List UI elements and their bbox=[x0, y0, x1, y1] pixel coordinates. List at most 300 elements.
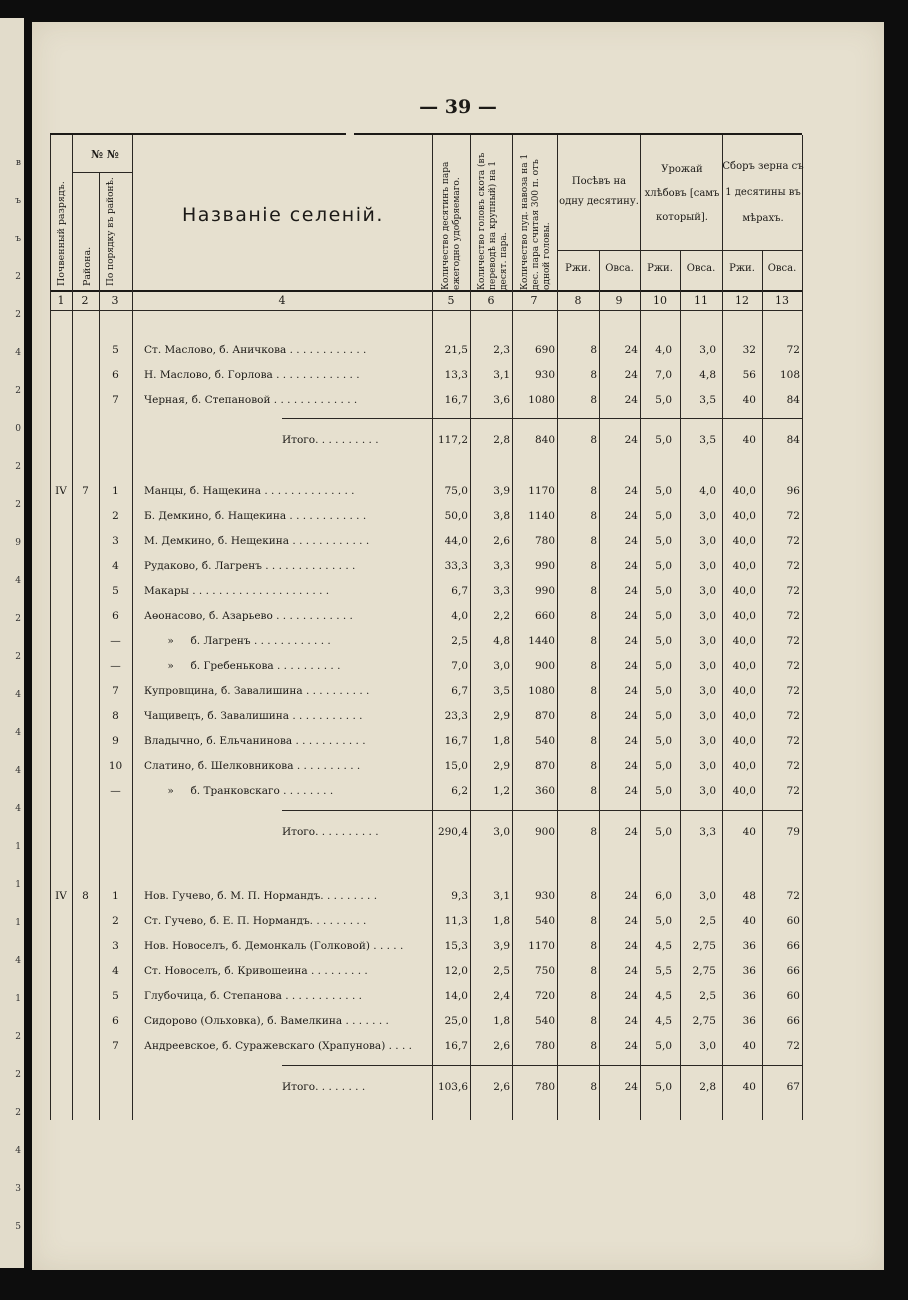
value-cell-c10: 5,0 bbox=[655, 685, 672, 697]
value-cell-c13: 67 bbox=[786, 1081, 800, 1093]
table-row bbox=[32, 781, 884, 803]
value-cell-c9: 24 bbox=[624, 1015, 638, 1027]
value-cell-c13: 72 bbox=[786, 890, 800, 902]
value-cell-c13: 84 bbox=[786, 394, 800, 406]
value-cell-c10: 5,0 bbox=[655, 760, 672, 772]
settlement-name: М. Демкино, б. Нещекина . . . . . . . . . . . . bbox=[144, 535, 370, 547]
value-cell-c13: 72 bbox=[786, 1040, 800, 1052]
table-row bbox=[32, 731, 884, 753]
order-cell: 6 bbox=[112, 610, 119, 622]
value-cell-c11: 3,0 bbox=[699, 785, 716, 797]
value-cell-c12: 32 bbox=[742, 344, 756, 356]
value-cell-c10: 5,0 bbox=[655, 710, 672, 722]
value-cell-c12: 40 bbox=[742, 826, 756, 838]
value-cell-c10: 6,0 bbox=[655, 890, 672, 902]
value-cell-c13: 72 bbox=[786, 610, 800, 622]
value-cell-c10: 5,0 bbox=[655, 585, 672, 597]
settlement-name: Аөонасово, б. Азарьево . . . . . . . . . . . . bbox=[144, 610, 353, 622]
col5-header: Количество десятинъ пара ежегодно удобряемаго. bbox=[441, 161, 462, 290]
value-cell-c6: 2,6 bbox=[493, 1040, 510, 1052]
value-cell-c6: 3,6 bbox=[493, 394, 510, 406]
total-row bbox=[32, 1077, 884, 1099]
value-cell-c9: 24 bbox=[624, 535, 638, 547]
order-cell: 5 bbox=[112, 990, 119, 1002]
value-cell-c11: 2,75 bbox=[692, 940, 716, 952]
value-cell-c8: 8 bbox=[590, 369, 597, 381]
value-cell-c5: 6,7 bbox=[451, 685, 468, 697]
previous-page-mark: 4 bbox=[15, 804, 21, 814]
numbers-subline bbox=[72, 172, 132, 173]
value-cell-c9: 24 bbox=[624, 394, 638, 406]
settlement-name: Манцы, б. Нащекина . . . . . . . . . . . . . . bbox=[144, 485, 355, 497]
column-number: 9 bbox=[615, 294, 623, 307]
previous-page-mark: 4 bbox=[15, 956, 21, 966]
table-row bbox=[32, 936, 884, 958]
order-cell: 8 bbox=[112, 710, 119, 722]
value-cell-c8: 8 bbox=[590, 965, 597, 977]
value-cell-c10: 5,0 bbox=[655, 915, 672, 927]
order-cell: 5 bbox=[112, 344, 119, 356]
value-cell-c5: 14,0 bbox=[444, 990, 468, 1002]
order-cell: 6 bbox=[112, 369, 119, 381]
value-cell-c11: 3,5 bbox=[699, 394, 716, 406]
value-cell-c7: 990 bbox=[534, 585, 555, 597]
column-number: 2 bbox=[81, 294, 89, 307]
settlement-name: Ст. Новоселъ, б. Кривошеина . . . . . . . . . bbox=[144, 965, 368, 977]
value-cell-c7: 540 bbox=[534, 915, 555, 927]
value-cell-c12: 40,0 bbox=[732, 610, 756, 622]
value-cell-c5: 7,0 bbox=[451, 660, 468, 672]
soil-cell: IV bbox=[55, 890, 67, 902]
value-cell-c5: 21,5 bbox=[444, 344, 468, 356]
table-row bbox=[32, 581, 884, 603]
district-cell: 8 bbox=[82, 890, 89, 902]
value-cell-c10: 5,0 bbox=[655, 1081, 672, 1093]
value-cell-c11: 3,0 bbox=[699, 585, 716, 597]
column-number: 13 bbox=[775, 294, 789, 307]
colnum-bottom-rule bbox=[50, 310, 802, 311]
settlement-name: Нов. Новоселъ, б. Демонкаль (Голковой) . . . . . bbox=[144, 940, 404, 952]
value-cell-c5: 33,3 bbox=[444, 560, 468, 572]
settlement-name: Черная, б. Степановой . . . . . . . . . . . . . bbox=[144, 394, 358, 406]
table-row bbox=[32, 390, 884, 412]
value-cell-c12: 36 bbox=[742, 990, 756, 1002]
total-rule bbox=[282, 1065, 802, 1066]
value-cell-c11: 3,0 bbox=[699, 510, 716, 522]
value-cell-c13: 72 bbox=[786, 710, 800, 722]
value-cell-c12: 36 bbox=[742, 1015, 756, 1027]
value-cell-c13: 72 bbox=[786, 660, 800, 672]
order-cell: 6 bbox=[112, 1015, 119, 1027]
value-cell-c7: 840 bbox=[534, 434, 555, 446]
value-cell-c11: 3,0 bbox=[699, 890, 716, 902]
value-cell-c5: 75,0 bbox=[444, 485, 468, 497]
value-cell-c10: 5,0 bbox=[655, 610, 672, 622]
value-cell-c13: 72 bbox=[786, 635, 800, 647]
value-cell-c6: 3,1 bbox=[493, 890, 510, 902]
value-cell-c12: 40,0 bbox=[732, 760, 756, 772]
value-cell-c8: 8 bbox=[590, 560, 597, 572]
value-cell-c11: 3,3 bbox=[699, 826, 716, 838]
settlement-name: Купровщина, б. Завалишина . . . . . . . . . . bbox=[144, 685, 370, 697]
column-number: 6 bbox=[487, 294, 495, 307]
value-cell-c6: 1,2 bbox=[493, 785, 510, 797]
value-cell-c8: 8 bbox=[590, 434, 597, 446]
value-cell-c8: 8 bbox=[590, 710, 597, 722]
column-number: 11 bbox=[694, 294, 708, 307]
previous-page-mark: 2 bbox=[15, 500, 21, 510]
value-cell-c10: 7,0 bbox=[655, 369, 672, 381]
value-cell-c9: 24 bbox=[624, 485, 638, 497]
previous-page-mark: 3 bbox=[15, 1184, 21, 1194]
value-cell-c6: 3,5 bbox=[493, 685, 510, 697]
table-row bbox=[32, 1011, 884, 1033]
settlement-name: Нов. Гучево, б. М. П. Нормандъ. . . . . . . . . bbox=[144, 890, 378, 902]
value-cell-c6: 1,8 bbox=[493, 915, 510, 927]
value-cell-c10: 5,0 bbox=[655, 535, 672, 547]
value-cell-c9: 24 bbox=[624, 785, 638, 797]
value-cell-c7: 750 bbox=[534, 965, 555, 977]
table-row bbox=[32, 706, 884, 728]
value-cell-c12: 40 bbox=[742, 915, 756, 927]
value-cell-c5: 16,7 bbox=[444, 735, 468, 747]
value-cell-c13: 72 bbox=[786, 685, 800, 697]
value-cell-c8: 8 bbox=[590, 685, 597, 697]
column-number: 12 bbox=[735, 294, 749, 307]
value-cell-c10: 4,5 bbox=[655, 940, 672, 952]
column-number: 8 bbox=[574, 294, 582, 307]
harvest-rye-header: Ржи. bbox=[647, 263, 673, 274]
total-row bbox=[32, 430, 884, 452]
document-page bbox=[32, 22, 884, 1270]
value-cell-c9: 24 bbox=[624, 990, 638, 1002]
previous-page-mark: ъ bbox=[15, 234, 21, 244]
name-header: Названіе селеній. bbox=[182, 204, 384, 226]
value-cell-c9: 24 bbox=[624, 1081, 638, 1093]
value-cell-c11: 3,5 bbox=[699, 434, 716, 446]
value-cell-c11: 3,0 bbox=[699, 660, 716, 672]
previous-page-mark: 4 bbox=[15, 766, 21, 776]
value-cell-c7: 780 bbox=[534, 535, 555, 547]
value-cell-c8: 8 bbox=[590, 660, 597, 672]
value-cell-c12: 40,0 bbox=[732, 785, 756, 797]
previous-page-mark: 2 bbox=[15, 1070, 21, 1080]
value-cell-c12: 40,0 bbox=[732, 560, 756, 572]
table-row bbox=[32, 531, 884, 553]
value-cell-c8: 8 bbox=[590, 785, 597, 797]
value-cell-c7: 930 bbox=[534, 369, 555, 381]
settlement-name: Слатино, б. Шелковникова . . . . . . . . . . bbox=[144, 760, 361, 772]
value-cell-c6: 3,1 bbox=[493, 369, 510, 381]
value-cell-c10: 5,0 bbox=[655, 394, 672, 406]
column-number: 4 bbox=[278, 294, 286, 307]
sowing-rye-header: Ржи. bbox=[565, 263, 591, 274]
value-cell-c5: 6,7 bbox=[451, 585, 468, 597]
value-cell-c9: 24 bbox=[624, 610, 638, 622]
previous-page-mark: 1 bbox=[15, 918, 21, 928]
value-cell-c11: 3,0 bbox=[699, 1040, 716, 1052]
total-label: Итого. . . . . . . . . . bbox=[282, 434, 379, 446]
column-number: 5 bbox=[447, 294, 455, 307]
previous-page-mark: в bbox=[15, 158, 21, 168]
settlement-name: Б. Демкино, б. Нащекина . . . . . . . . . . . . bbox=[144, 510, 367, 522]
column-number: 7 bbox=[530, 294, 538, 307]
value-cell-c13: 72 bbox=[786, 760, 800, 772]
value-cell-c13: 72 bbox=[786, 585, 800, 597]
top-rule-right bbox=[354, 133, 802, 135]
order-cell: 4 bbox=[112, 965, 119, 977]
value-cell-c12: 40,0 bbox=[732, 685, 756, 697]
value-cell-c10: 5,0 bbox=[655, 826, 672, 838]
harvest-header: Урожай хлѣбовъ [самъ который]. bbox=[644, 164, 720, 223]
value-cell-c6: 3,3 bbox=[493, 585, 510, 597]
value-cell-c13: 108 bbox=[779, 369, 800, 381]
table-row bbox=[32, 506, 884, 528]
table-row bbox=[32, 1036, 884, 1058]
value-cell-c12: 40 bbox=[742, 1040, 756, 1052]
value-cell-c10: 5,0 bbox=[655, 1040, 672, 1052]
value-cell-c6: 3,0 bbox=[493, 660, 510, 672]
value-cell-c8: 8 bbox=[590, 890, 597, 902]
sowing-oats-header: Овса. bbox=[605, 263, 634, 274]
table-row bbox=[32, 911, 884, 933]
value-cell-c8: 8 bbox=[590, 990, 597, 1002]
value-cell-c5: 103,6 bbox=[437, 1081, 468, 1093]
value-cell-c9: 24 bbox=[624, 510, 638, 522]
previous-page-mark: 4 bbox=[15, 690, 21, 700]
value-cell-c13: 60 bbox=[786, 915, 800, 927]
settlement-name: Рудаково, б. Лагренъ . . . . . . . . . . . . . . bbox=[144, 560, 356, 572]
value-cell-c12: 40,0 bbox=[732, 535, 756, 547]
value-cell-c8: 8 bbox=[590, 735, 597, 747]
value-cell-c11: 2,75 bbox=[692, 1015, 716, 1027]
table-row bbox=[32, 986, 884, 1008]
value-cell-c5: 15,0 bbox=[444, 760, 468, 772]
previous-page-mark: 2 bbox=[15, 272, 21, 282]
order-cell: 10 bbox=[108, 760, 123, 772]
previous-page-mark: 2 bbox=[15, 386, 21, 396]
settlement-name: Андреевское, б. Суражевскаго (Храпунова) . . . . bbox=[144, 1040, 412, 1052]
previous-page-marks bbox=[0, 18, 24, 1268]
district-cell: 7 bbox=[82, 485, 89, 497]
value-cell-c13: 66 bbox=[786, 1015, 800, 1027]
previous-page-mark: 2 bbox=[15, 652, 21, 662]
value-cell-c9: 24 bbox=[624, 940, 638, 952]
value-cell-c8: 8 bbox=[590, 940, 597, 952]
value-cell-c6: 4,8 bbox=[493, 635, 510, 647]
value-cell-c9: 24 bbox=[624, 585, 638, 597]
order-cell: 4 bbox=[112, 560, 119, 572]
value-cell-c11: 3,0 bbox=[699, 735, 716, 747]
yield-oats-header: Овса. bbox=[767, 263, 797, 274]
order-cell: 7 bbox=[112, 1040, 119, 1052]
value-cell-c12: 40,0 bbox=[732, 660, 756, 672]
value-cell-c6: 2,9 bbox=[493, 760, 510, 772]
order-cell: 7 bbox=[112, 394, 119, 406]
order-cell: 3 bbox=[112, 535, 119, 547]
value-cell-c6: 2,5 bbox=[493, 965, 510, 977]
value-cell-c6: 2,6 bbox=[493, 535, 510, 547]
value-cell-c11: 2,8 bbox=[699, 1081, 716, 1093]
table-row bbox=[32, 631, 884, 653]
previous-page-edge bbox=[0, 18, 24, 1268]
value-cell-c10: 4,0 bbox=[655, 344, 672, 356]
value-cell-c5: 16,7 bbox=[444, 394, 468, 406]
value-cell-c9: 24 bbox=[624, 735, 638, 747]
district-header: Района. bbox=[82, 246, 93, 286]
order-cell: 3 bbox=[112, 940, 119, 952]
value-cell-c11: 3,0 bbox=[699, 610, 716, 622]
value-cell-c7: 780 bbox=[534, 1040, 555, 1052]
value-cell-c10: 5,0 bbox=[655, 735, 672, 747]
value-cell-c7: 900 bbox=[534, 826, 555, 838]
value-cell-c7: 780 bbox=[534, 1081, 555, 1093]
value-cell-c11: 3,0 bbox=[699, 760, 716, 772]
col6-header: Количество головъ скота (въ переводѣ на крупный) на 1 десят. пара. bbox=[477, 152, 509, 290]
table-row bbox=[32, 756, 884, 778]
yield-rye-header: Ржи. bbox=[729, 263, 755, 274]
value-cell-c11: 2,5 bbox=[699, 915, 716, 927]
value-cell-c5: 25,0 bbox=[444, 1015, 468, 1027]
value-cell-c6: 3,0 bbox=[493, 826, 510, 838]
order-cell: 1 bbox=[112, 485, 119, 497]
order-cell: — bbox=[110, 785, 121, 797]
value-cell-c13: 72 bbox=[786, 560, 800, 572]
previous-page-mark: 1 bbox=[15, 880, 21, 890]
value-cell-c7: 1140 bbox=[528, 510, 555, 522]
page-number: — 39 — bbox=[419, 96, 497, 118]
value-cell-c10: 5,0 bbox=[655, 434, 672, 446]
header-bottom-rule bbox=[50, 290, 802, 292]
previous-page-mark: 4 bbox=[15, 348, 21, 358]
value-cell-c5: 50,0 bbox=[444, 510, 468, 522]
value-cell-c5: 23,3 bbox=[444, 710, 468, 722]
value-cell-c5: 290,4 bbox=[437, 826, 468, 838]
value-cell-c12: 48 bbox=[742, 890, 756, 902]
table-row bbox=[32, 481, 884, 503]
value-cell-c8: 8 bbox=[590, 394, 597, 406]
value-cell-c11: 3,0 bbox=[699, 535, 716, 547]
value-cell-c7: 360 bbox=[534, 785, 555, 797]
value-cell-c13: 72 bbox=[786, 344, 800, 356]
column-number: 3 bbox=[111, 294, 119, 307]
value-cell-c6: 3,9 bbox=[493, 940, 510, 952]
value-cell-c5: 6,2 bbox=[451, 785, 468, 797]
value-cell-c13: 79 bbox=[786, 826, 800, 838]
total-rule bbox=[282, 810, 802, 811]
settlement-name: Глубочица, б. Степанова . . . . . . . . . . . . bbox=[144, 990, 362, 1002]
value-cell-c12: 40,0 bbox=[732, 510, 756, 522]
previous-page-mark: 4 bbox=[15, 1146, 21, 1156]
value-cell-c10: 5,0 bbox=[655, 485, 672, 497]
previous-page-mark: 2 bbox=[15, 462, 21, 472]
value-cell-c9: 24 bbox=[624, 826, 638, 838]
value-cell-c5: 15,3 bbox=[444, 940, 468, 952]
value-cell-c9: 24 bbox=[624, 344, 638, 356]
value-cell-c8: 8 bbox=[590, 485, 597, 497]
value-cell-c10: 5,0 bbox=[655, 785, 672, 797]
previous-page-mark: 0 bbox=[15, 424, 21, 434]
value-cell-c10: 5,0 bbox=[655, 510, 672, 522]
harvest-oats-header: Овса. bbox=[686, 263, 716, 274]
value-cell-c11: 2,5 bbox=[699, 990, 716, 1002]
value-cell-c12: 40,0 bbox=[732, 485, 756, 497]
value-cell-c6: 1,8 bbox=[493, 735, 510, 747]
value-cell-c12: 36 bbox=[742, 965, 756, 977]
value-cell-c7: 720 bbox=[534, 990, 555, 1002]
table-row bbox=[32, 556, 884, 578]
settlement-name: Ст. Маслово, б. Аничкова . . . . . . . . . . . . bbox=[144, 344, 367, 356]
previous-page-mark: ъ bbox=[15, 196, 21, 206]
previous-page-mark: 1 bbox=[15, 994, 21, 1004]
sowing-header: Посѣвъ на одну десятину. bbox=[559, 176, 639, 207]
value-cell-c11: 3,0 bbox=[699, 344, 716, 356]
value-cell-c8: 8 bbox=[590, 535, 597, 547]
value-cell-c8: 8 bbox=[590, 1081, 597, 1093]
value-cell-c9: 24 bbox=[624, 369, 638, 381]
value-cell-c7: 870 bbox=[534, 710, 555, 722]
settlement-name: Н. Маслово, б. Горлова . . . . . . . . . . . . . bbox=[144, 369, 360, 381]
soil-cell: IV bbox=[55, 485, 67, 497]
total-rule bbox=[282, 418, 802, 419]
value-cell-c13: 72 bbox=[786, 785, 800, 797]
order-cell: — bbox=[110, 660, 121, 672]
value-cell-c13: 72 bbox=[786, 510, 800, 522]
value-cell-c13: 96 bbox=[786, 485, 800, 497]
value-cell-c13: 72 bbox=[786, 535, 800, 547]
value-cell-c7: 1440 bbox=[528, 635, 555, 647]
value-cell-c12: 56 bbox=[742, 369, 756, 381]
value-cell-c12: 40 bbox=[742, 394, 756, 406]
value-cell-c13: 72 bbox=[786, 735, 800, 747]
order-cell: 5 bbox=[112, 585, 119, 597]
value-cell-c11: 2,75 bbox=[692, 965, 716, 977]
settlement-name: Владычно, б. Ельчанинова . . . . . . . . . . . bbox=[144, 735, 366, 747]
previous-page-mark: 2 bbox=[15, 310, 21, 320]
soil-header: Почвенный разрядъ. bbox=[56, 181, 67, 286]
order-header: По порядку въ районѣ. bbox=[106, 177, 116, 286]
total-row bbox=[32, 822, 884, 844]
value-cell-c8: 8 bbox=[590, 344, 597, 356]
value-cell-c6: 2,3 bbox=[493, 344, 510, 356]
value-cell-c5: 11,3 bbox=[444, 915, 468, 927]
value-cell-c9: 24 bbox=[624, 434, 638, 446]
value-cell-c11: 3,0 bbox=[699, 635, 716, 647]
total-label: Итого. . . . . . . . . . bbox=[282, 826, 379, 838]
value-cell-c5: 44,0 bbox=[444, 535, 468, 547]
value-cell-c10: 5,0 bbox=[655, 660, 672, 672]
previous-page-mark: 5 bbox=[15, 1222, 21, 1232]
value-cell-c9: 24 bbox=[624, 890, 638, 902]
value-cell-c8: 8 bbox=[590, 1040, 597, 1052]
value-cell-c7: 1080 bbox=[528, 685, 555, 697]
value-cell-c7: 660 bbox=[534, 610, 555, 622]
order-cell: 1 bbox=[112, 890, 119, 902]
value-cell-c9: 24 bbox=[624, 660, 638, 672]
table-row bbox=[32, 886, 884, 908]
previous-page-mark: 2 bbox=[15, 1108, 21, 1118]
value-cell-c11: 4,0 bbox=[699, 485, 716, 497]
value-cell-c10: 5,5 bbox=[655, 965, 672, 977]
value-cell-c13: 84 bbox=[786, 434, 800, 446]
settlement-name: Сидорово (Ольховка), б. Вамелкина . . . . . . . bbox=[144, 1015, 389, 1027]
previous-page-mark: 1 bbox=[15, 842, 21, 852]
value-cell-c9: 24 bbox=[624, 760, 638, 772]
value-cell-c10: 5,0 bbox=[655, 560, 672, 572]
value-cell-c12: 40,0 bbox=[732, 635, 756, 647]
value-cell-c6: 3,8 bbox=[493, 510, 510, 522]
value-cell-c8: 8 bbox=[590, 635, 597, 647]
